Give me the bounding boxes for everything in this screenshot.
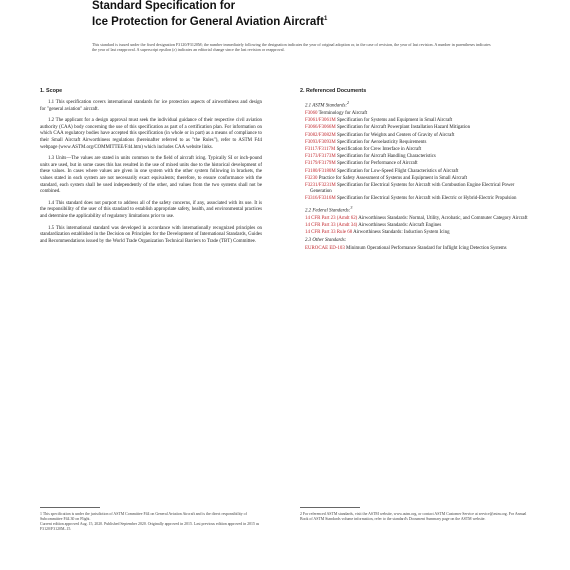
reference-link[interactable]: F3180/F3180M xyxy=(305,168,336,174)
reference-title: Specification for Aircraft Powerplant Installation Hazard Mitigation xyxy=(335,125,471,131)
reference-item xyxy=(300,196,528,202)
reference-item xyxy=(300,183,528,195)
footnote: 1 This specification is under the jurisdiction of ASTM Committee F44 on General Aviation Aircraft and is the direct responsibility of Subcommittee F44.30 on Flight. xyxy=(40,512,247,521)
reference-link[interactable]: EUROCAE ED-103 xyxy=(305,245,345,251)
footnotes-right xyxy=(300,512,528,522)
document-title xyxy=(92,0,512,29)
title-line-2: Ice Protection for General Aviation Aircraft$^1$ xyxy=(92,15,328,28)
reference-title: Specification for Low-Speed Flight Characteristics of Aircraft xyxy=(335,168,459,174)
reference-item xyxy=(300,118,528,124)
reference-title: Specification for Electrical Systems for Aircraft with Electric or Hybrid-Electric Propulsion xyxy=(335,196,517,202)
reference-title: Minimum Operational Performance Standard for Inflight Icing Detection Systems xyxy=(344,245,507,251)
reference-link[interactable]: F3061/F3061M xyxy=(305,118,336,124)
scope-paragraph: 1.2 The applicant for a design approval must seek the individual guidance of their respective civil aviation authority (CAA) body concerning the use of this specification as part of a certification plan. For information on which CAA regulatory bodies have accepted this specification (in whole or in part) as a means of compliance to their Small Aircraft Airworthiness regulations (hereinafter referred to as "the Rules"), refer to ASTM F44 webpage (www.ASTM.org/COMMITTEE/F44.htm) which includes CAA website links. xyxy=(40,118,262,150)
footnote: Current edition approved Aug. 15, 2020. Published September 2020. Originally approved in 2015. Last previous edition approved in 2015 as F3120/F3120M–15. xyxy=(40,521,260,531)
reference-item xyxy=(300,230,528,236)
footnotes-left xyxy=(40,512,262,532)
scope-paragraph: 1.1 This specification covers international standards for ice protection aspects of airworthiness and design for "general aviation" aircraft. xyxy=(40,100,262,112)
title-footnote-marker: 1 xyxy=(323,16,328,22)
reference-item xyxy=(300,246,528,252)
reference-link[interactable]: F3231/F3231M xyxy=(305,183,336,189)
title-line-1: Standard Specification for xyxy=(92,0,236,12)
reference-item xyxy=(300,125,528,131)
reference-title: Practice for Safety Assessment of Systems and Equipment in Small Aircraft xyxy=(317,175,468,181)
reference-item xyxy=(300,147,528,153)
scope-paragraph: 1.5 This international standard was developed in accordance with internationally recognized principles on standardization established in the Decision on Principles for the Development of International Standards, Guides and Recommendations issued by the World Trade Organization Technical Barriers to Trade (TBT) Committee. xyxy=(40,225,262,244)
reference-item xyxy=(300,223,528,229)
reference-link[interactable]: F3082/F3082M xyxy=(305,132,336,138)
reference-title: Airworthiness Standards: Induction System Icing xyxy=(352,230,450,236)
reference-item xyxy=(300,176,528,182)
reference-title: Specification for Aeroelasticity Requirements xyxy=(335,139,427,145)
reference-link[interactable]: F3117/F3117M xyxy=(305,147,336,153)
designation-notice: This standard is issued under the fixed designation F3120/F3120M; the number immediately following the designation indicates the year of original adoption or, in the case of revision, the year of last revision. A number in parentheses indicates the year of last reapproval. A superscript epsilon (ε) indicates an editorial change since the last revision or reapproval. xyxy=(92,42,491,53)
reference-link[interactable]: 14 CFR Part 33 Rule 68 xyxy=(305,230,353,236)
reference-item xyxy=(300,111,528,117)
other-standards-list xyxy=(300,246,528,252)
scope-paragraph: 1.3 Units—The values are stated in units common to the field of aircraft icing. Typically SI or inch-pound units are used, but in some cases this has resulted in the use of mixed units due to the historical development of these values. In cases where values are given in one system with the other system following in brackets, the values stated in each system are not necessarily exact equivalents; therefore, to ensure conformance with the standard, each system shall be used independently of the other, and values from the two systems shall not be combined. xyxy=(40,156,262,195)
reference-title: Specification for Aircraft Handling Characteristics xyxy=(335,154,436,160)
reference-link[interactable]: F3060 xyxy=(305,111,318,117)
other-standards-label: 2.3 Other Standards: xyxy=(305,238,347,244)
reference-title: Specification for Electrical Systems for Aircraft with Combustion Engine Electrical Power Generation xyxy=(310,183,515,195)
reference-link[interactable]: F3093/F3093M xyxy=(305,139,336,145)
reference-item xyxy=(300,154,528,160)
reference-title: Specification for Weights and Centers of Gravity of Aircraft xyxy=(335,132,455,138)
scope-heading: 1. Scope xyxy=(40,88,63,94)
footnote: 2 For referenced ASTM standards, visit the ASTM website, www.astm.org, or contact ASTM Customer Service at service@astm.org. For Annual Book of ASTM Standards volume information, refer to the standard's Document Summary page on the ASTM website. xyxy=(300,512,527,521)
federal-standards-label: 2.2 Federal Standards:$^3$ xyxy=(305,204,353,214)
reference-item xyxy=(300,133,528,139)
federal-standards-list xyxy=(300,216,528,237)
reference-title: Airworthiness Standards: Aircraft Engines xyxy=(357,222,442,228)
reference-link[interactable]: 14 CFR Part 23 (Amdt 62) xyxy=(305,215,358,221)
reference-item xyxy=(300,140,528,146)
scope-paragraph: 1.4 This standard does not purport to address all of the safety concerns, if any, associated with its use. It is the responsibility of the user of this standard to establish appropriate safety, health, and environmental practices and determine the applicability of regulatory limitations prior to use. xyxy=(40,200,262,219)
reference-title: Terminology for Aircraft xyxy=(317,111,368,117)
reference-link[interactable]: F3179/F3179M xyxy=(305,161,336,167)
footnote-divider xyxy=(40,507,100,508)
reference-link[interactable]: F3316/F3316M xyxy=(305,196,336,202)
footnote-divider xyxy=(300,507,360,508)
reference-title: Specification for Performance of Aircraft xyxy=(335,161,418,167)
reference-item xyxy=(300,161,528,167)
reference-link[interactable]: 14 CFR Part 33 (Amdt 34) xyxy=(305,222,358,228)
astm-standards-label: 2.1 ASTM Standards:$^2$ xyxy=(305,100,350,109)
reference-title: Airworthiness Standards: Normal, Utility, Acrobatic, and Commuter Category Aircraft xyxy=(357,215,528,221)
reference-link[interactable]: F3173/F3173M xyxy=(305,154,336,160)
reference-item xyxy=(300,216,528,222)
reference-title: Specification for Crew Interface in Aircraft xyxy=(335,147,422,153)
astm-standards-list xyxy=(300,111,528,203)
reference-link[interactable]: F3230 xyxy=(305,175,318,181)
reference-link[interactable]: F3066/F3066M xyxy=(305,125,336,131)
referenced-documents-column xyxy=(300,88,528,253)
reference-title: Specification for Systems and Equipment in Small Aircraft xyxy=(335,118,453,124)
reference-item xyxy=(300,169,528,175)
scope-column xyxy=(40,88,262,250)
referenced-documents-heading: 2. Referenced Documents xyxy=(300,88,367,94)
